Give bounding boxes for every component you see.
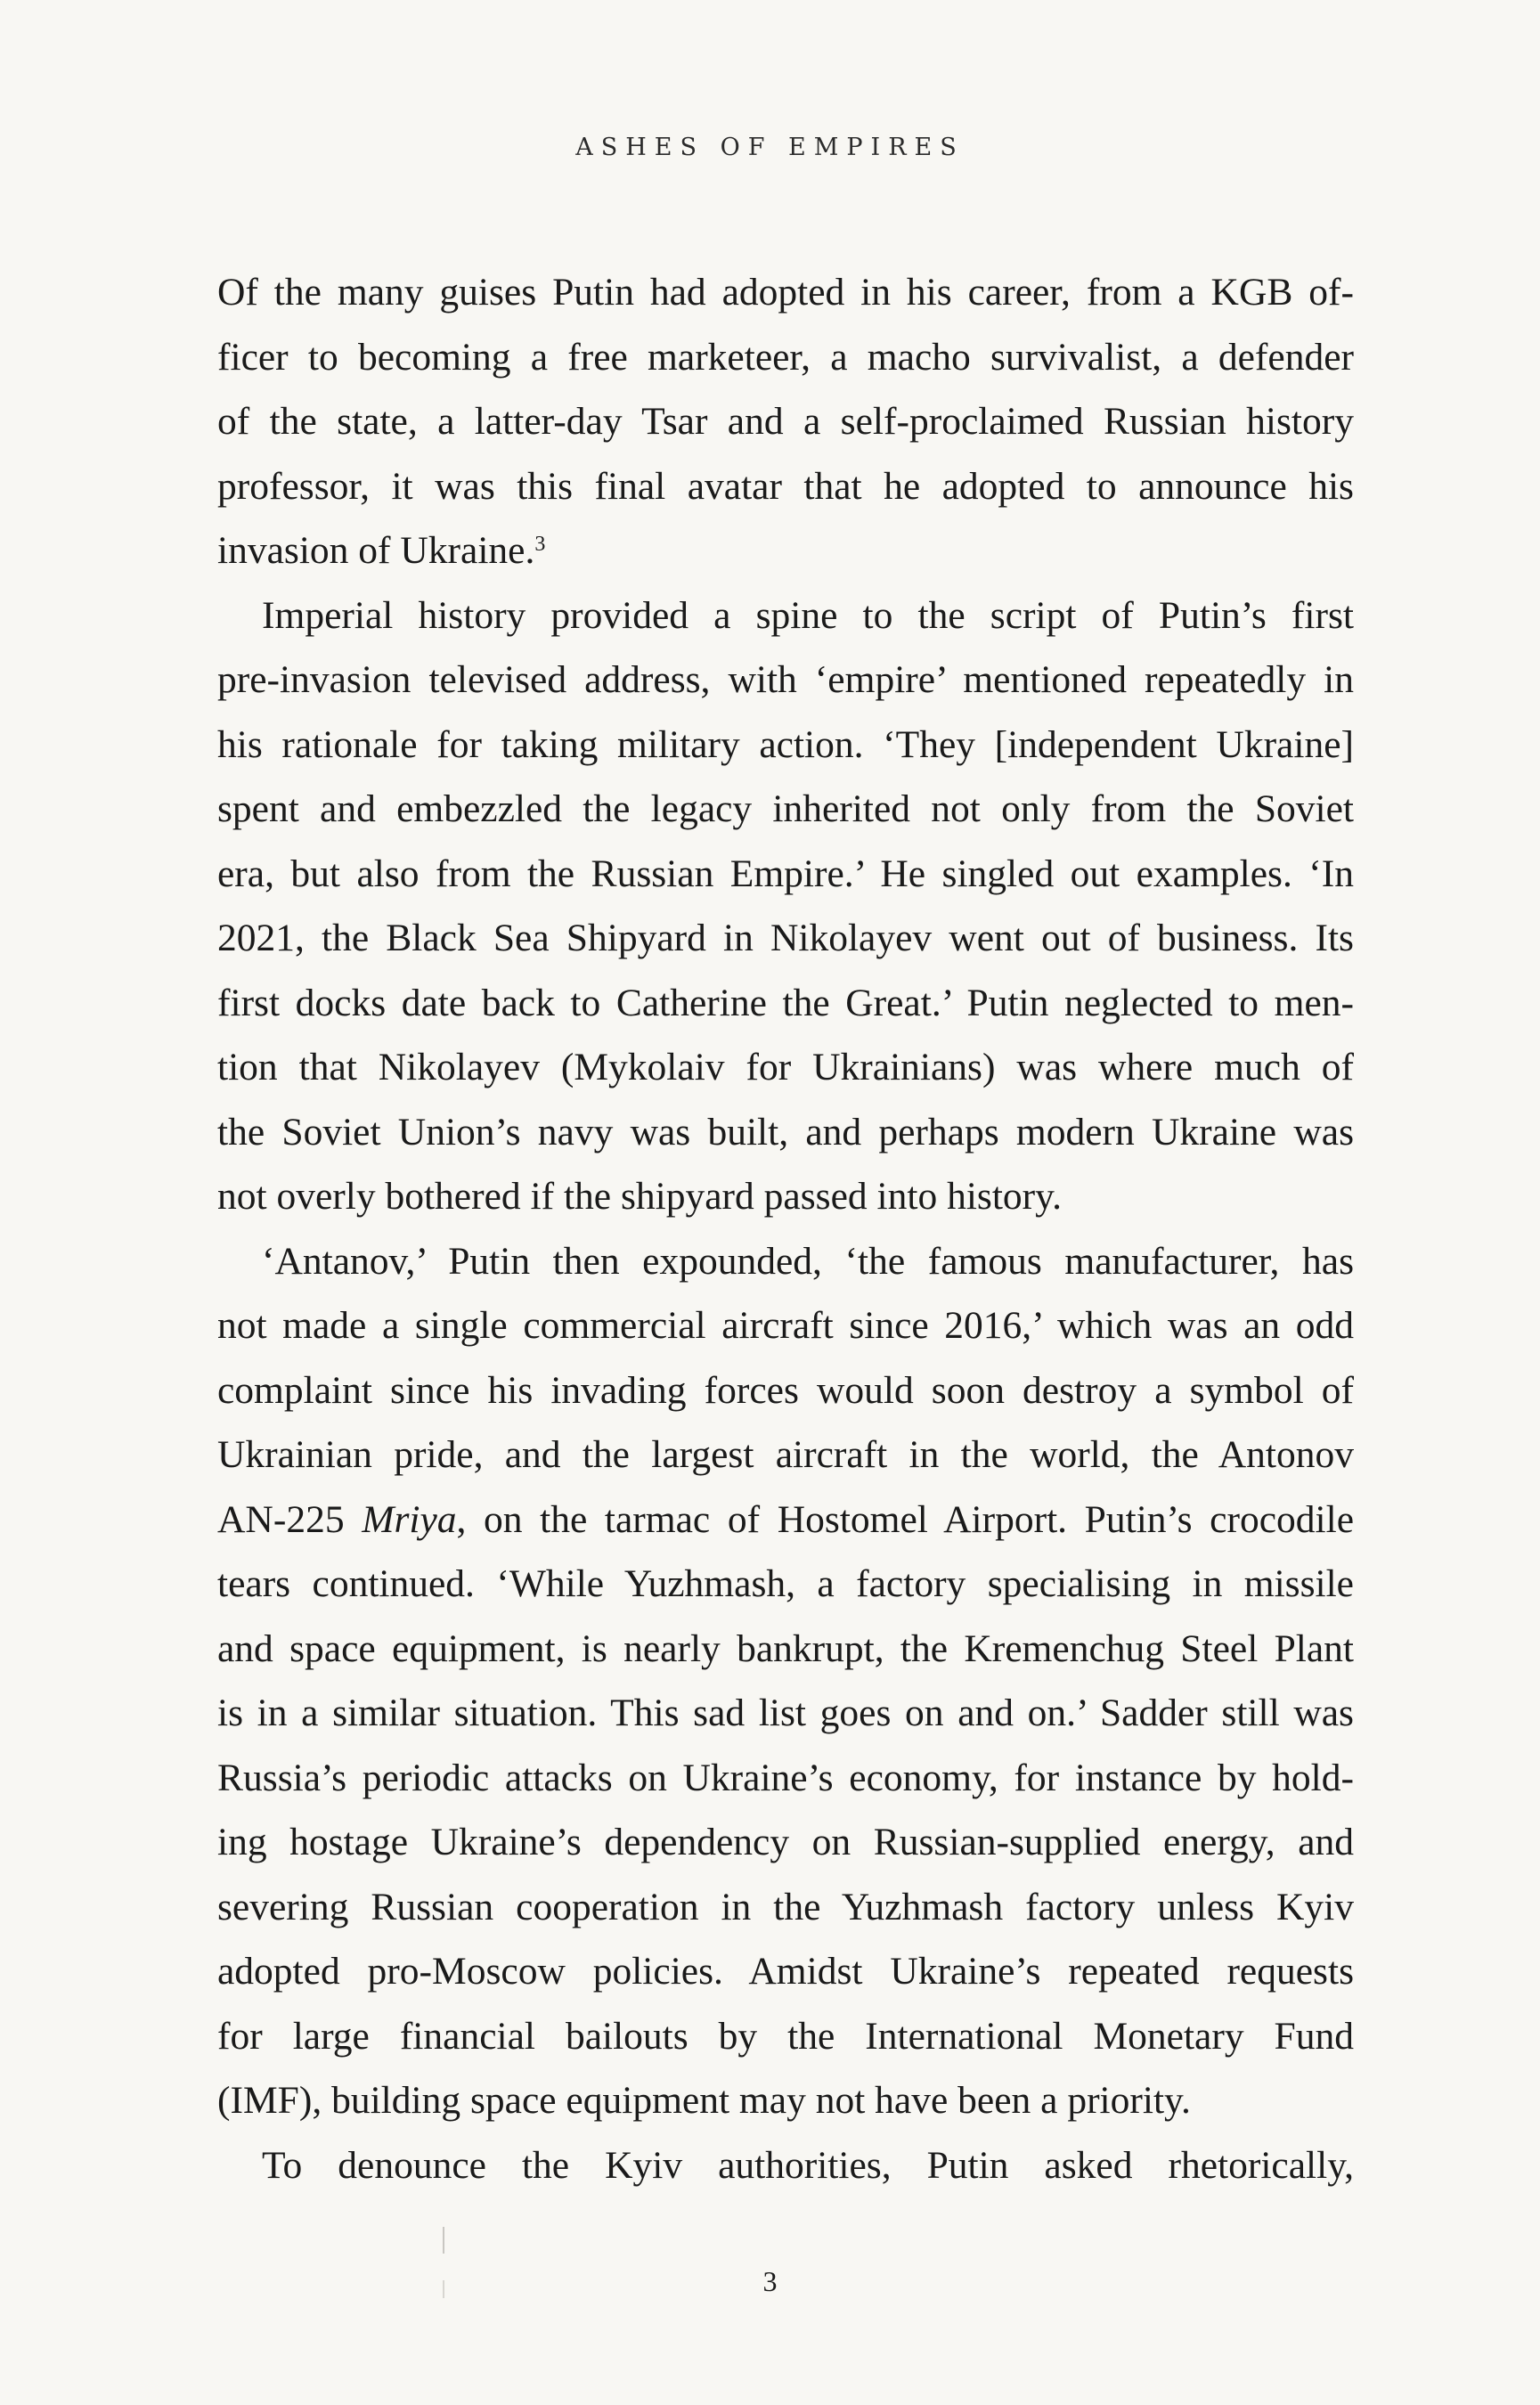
- text-line: not overly bothered if the shipyard passed into history.: [217, 1175, 1062, 1218]
- text-line: [217, 1488, 1354, 1553]
- footnote-ref: 3: [534, 533, 546, 556]
- text-line: professor, it was this final avatar that he adopted to announce his: [217, 464, 1354, 508]
- running-head: ASHES OF EMPIRES: [575, 134, 965, 161]
- text-line: tion that Nikolayev (Mykolaiv for Ukrainians) was where much of: [217, 1046, 1354, 1088]
- text-line: tears continued. ‘While Yuzhmash, a factory specialising in missile: [217, 1562, 1354, 1605]
- paragraph: [217, 583, 1354, 1229]
- text-line: 2021, the Black Sea Shipyard in Nikolayev went out of business. Its: [217, 917, 1354, 959]
- text-line: severing Russian cooperation in the Yuzhmash factory unless Kyiv: [217, 1885, 1354, 1928]
- text-line: ing hostage Ukraine’s dependency on Russian-supplied energy, and: [217, 1821, 1354, 1863]
- text-line: Ukrainian pride, and the largest aircraft in the world, the Antonov: [217, 1433, 1354, 1476]
- text-line: of the state, a latter-day Tsar and a self-proclaimed Russian history: [217, 400, 1354, 443]
- text-line: complaint since his invading forces would soon destroy a symbol of: [217, 1368, 1354, 1412]
- text-line: era, but also from the Russian Empire.’ He singled out examples. ‘In: [217, 852, 1354, 895]
- text-line: (IMF), building space equipment may not have been a priority.: [217, 2079, 1191, 2122]
- text-line: Of the many guises Putin had adopted in his career, from a KGB of-: [217, 271, 1354, 314]
- text-line: not made a single commercial aircraft since 2016,’ which was an odd: [217, 1304, 1354, 1347]
- text-line: and space equipment, is nearly bankrupt, the Kremenchug Steel Plant: [217, 1626, 1354, 1670]
- paragraph: [217, 1229, 1354, 2133]
- text-fragment: AN-225: [217, 1497, 363, 1541]
- text-line: is in a similar situation. This sad list goes on and on.’ Sadder still was: [217, 1692, 1354, 1734]
- text-line: the Soviet Union’s navy was built, and perhaps modern Ukraine was: [217, 1110, 1354, 1154]
- scan-artifact: [443, 2227, 444, 2254]
- text-line: spent and embezzled the legacy inherited not only from the Soviet: [217, 787, 1354, 830]
- text-line: pre-invasion televised address, with ‘empire’ mentioned repeatedly in: [217, 658, 1354, 701]
- text-line: first docks date back to Catherine the Great.’ Putin neglected to men-: [217, 981, 1354, 1024]
- text-line: ‘Antanov,’ Putin then expounded, ‘the famous manufacturer, has: [262, 1239, 1354, 1283]
- text-line: his rationale for taking military action. ‘They [independent Ukraine]: [217, 722, 1354, 766]
- paragraph: [217, 260, 1354, 583]
- text-line: Imperial history provided a spine to the script of Putin’s first: [262, 593, 1354, 637]
- text-fragment: invasion of Ukraine.: [217, 529, 535, 572]
- text-line: for large financial bailouts by the International Monetary Fund: [217, 2014, 1354, 2058]
- text-line: [217, 518, 1354, 583]
- aircraft-name: Mriya: [362, 1497, 457, 1541]
- text-line: adopted pro-Moscow policies. Amidst Ukraine’s repeated requests: [217, 1950, 1354, 1993]
- body-text: [217, 260, 1354, 2197]
- text-fragment: , on the tarmac of Hostomel Airport. Putin’s crocodile: [456, 1497, 1354, 1541]
- page-number: 3: [762, 2265, 778, 2297]
- paragraph: [217, 2133, 1354, 2198]
- text-line: Russia’s periodic attacks on Ukraine’s economy, for instance by hold-: [217, 1756, 1354, 1799]
- text-line: To denounce the Kyiv authorities, Putin asked rhetorically,: [262, 2143, 1354, 2187]
- text-line: ficer to becoming a free marketeer, a macho survivalist, a defender: [217, 335, 1354, 379]
